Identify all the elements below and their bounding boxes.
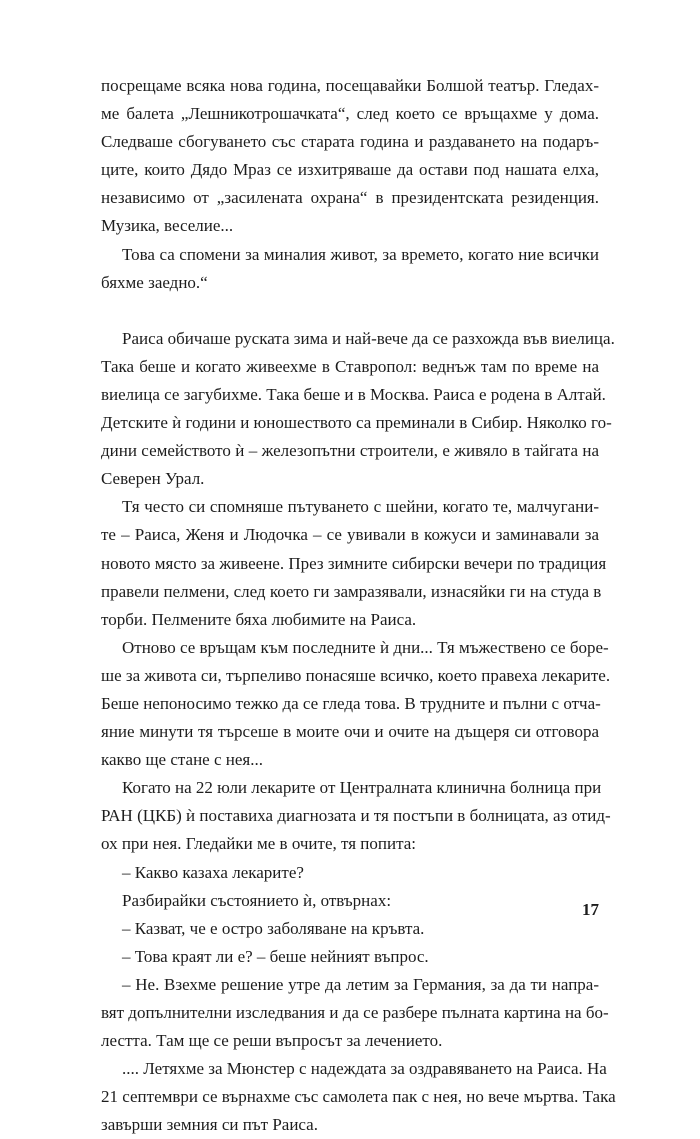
text-line: Детските ѝ години и юношеството са преминали в Сибир. Няколко го-: [101, 413, 612, 433]
text-line: какво ще стане с нея...: [101, 750, 263, 770]
paragraph: [101, 241, 599, 297]
text-line: Така беше и когато живеехме в Ставропол: веднъж там по време на: [101, 356, 599, 376]
paragraph: [101, 887, 599, 915]
text-line: Отново се връщам към последните ѝ дни... Тя мъжествено се боре-: [122, 637, 609, 657]
text-line: .... Летяхме за Мюнстер с надеждата за оздравяването на Раиса. На: [122, 1059, 607, 1079]
paragraph: [101, 634, 611, 774]
text-line: – Казват, че е остро заболяване на кръвта.: [122, 918, 425, 938]
text-line: виелица се загубихме. Така беше и в Москва. Раиса е родена в Алтай.: [101, 384, 606, 404]
text-line: те – Раиса, Женя и Людочка – се увивали в кожуси и заминавали за: [101, 525, 599, 545]
paragraph: [101, 774, 611, 858]
text-line: Беше непоносимо тежко да се гледа това. В трудните и пълни с отча-: [101, 693, 601, 713]
page-number: 17: [582, 900, 599, 919]
text-line: ох при нея. Гледайки ме в очите, тя попита:: [101, 834, 416, 854]
paragraph: [101, 859, 599, 887]
paragraph: [101, 72, 599, 241]
text-line: ше за живота си, търпеливо понасяше всичко, което правеха лекарите.: [101, 665, 611, 685]
paragraph: [101, 493, 607, 633]
paragraph: [101, 971, 609, 1055]
text-line: бяхме заедно.“: [101, 272, 208, 292]
text-line: Раиса обичаше руската зима и най-вече да се разхожда във виелица.: [122, 328, 615, 348]
text-line: Това са спомени за миналия живот, за времето, когато ние всички: [122, 244, 599, 264]
text-line: торби. Пелмените бяха любимите на Раиса.: [101, 609, 417, 629]
text-line: завърши земния си път Раиса.: [101, 1115, 318, 1135]
text-line: яние минути тя търсеше в моите очи и очите на дъщеря си отговора: [101, 722, 599, 742]
body-text: [101, 72, 616, 1139]
text-line: – Какво казаха лекарите?: [122, 862, 304, 882]
paragraph: [101, 1055, 616, 1139]
text-line: новото място за живеене. През зимните сибирски вечери по традиция: [101, 553, 607, 573]
text-line: ците, които Дядо Мраз се изхитряваше да остави под нашата елха,: [101, 160, 599, 180]
paragraph: [101, 915, 599, 943]
text-line: Следваше сбогуването със старата година и раздаването на подаръ-: [101, 132, 599, 152]
section-break: [101, 297, 599, 325]
text-line: дини семейството ѝ – железопътни строители, е живяло в тайгата на: [101, 441, 599, 461]
paragraph: [101, 325, 615, 494]
text-line: независимо от „засилената охрана“ в президентската резиденция.: [101, 188, 599, 208]
text-line: Разбирайки състоянието ѝ, отвърнах:: [122, 890, 392, 910]
text-line: Музика, веселие...: [101, 216, 234, 236]
text-line: лестта. Там ще се реши въпросът за лечението.: [101, 1031, 443, 1051]
text-line: правели пелмени, след което ги замразявали, изнасяйки ги на студа в: [101, 581, 602, 601]
text-line: вят допълнителни изследвания и да се разбере пълната картина на бо-: [101, 1003, 609, 1022]
text-line: Когато на 22 юли лекарите от Централната клинична болница при: [122, 778, 602, 798]
text-line: Тя често си спомняше пътуването с шейни, когато те, малчугани-: [122, 497, 599, 517]
text-line: ме балета „Лешникотрошачката“, след което се връщахме у дома.: [101, 104, 599, 124]
text-line: 21 септември се върнахме със самолета пак с нея, но вече мъртва. Така: [101, 1087, 616, 1107]
text-line: посрещаме всяка нова година, посещавайки Болшой театър. Гледах-: [101, 76, 599, 95]
paragraph: [101, 943, 599, 971]
text-line: РАН (ЦКБ) ѝ поставиха диагнозата и тя постъпи в болницата, аз отид-: [101, 806, 611, 826]
text-line: – Това краят ли е? – беше нейният въпрос.: [122, 946, 429, 966]
text-line: – Не. Взехме решение утре да летим за Германия, за да ти напра-: [122, 974, 599, 994]
text-line: Северен Урал.: [101, 469, 205, 489]
